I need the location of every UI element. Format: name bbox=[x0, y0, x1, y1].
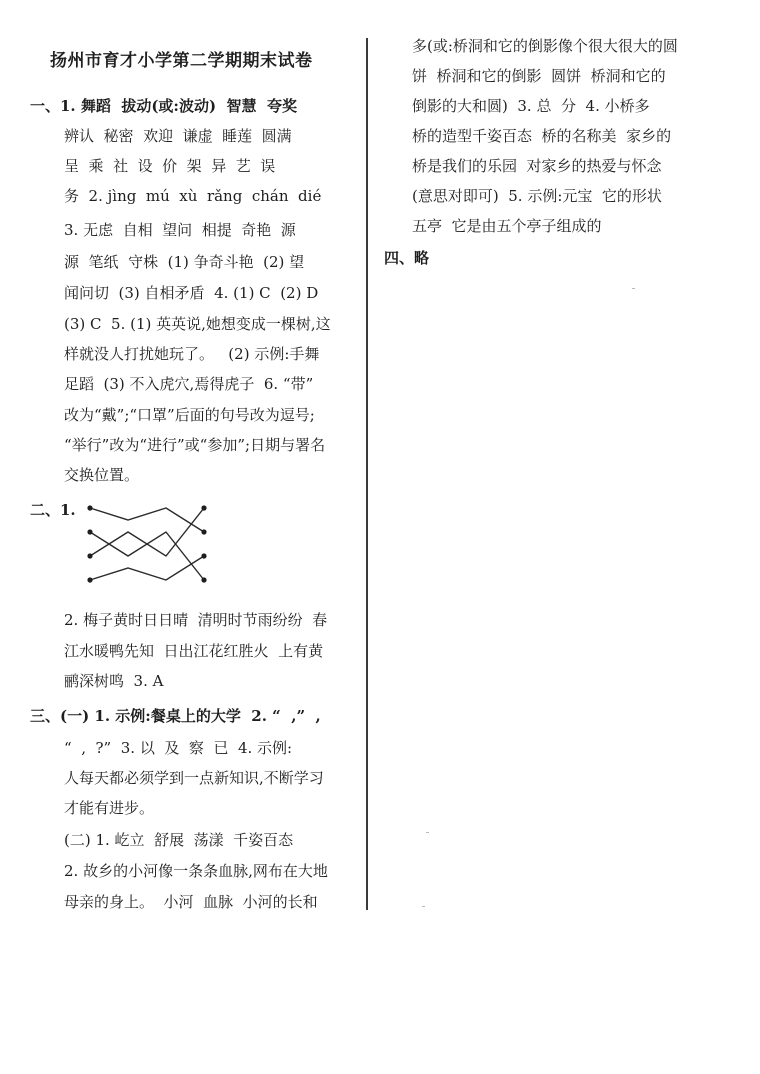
column-divider bbox=[366, 38, 368, 910]
answer-line: 源 笔纸 守株 (1) 争奇斗艳 (2) 望 bbox=[64, 253, 305, 271]
answer-line: 桥是我们的乐园 对家乡的热爱与怀念 bbox=[412, 157, 662, 175]
answer-line: 才能有进步。 bbox=[64, 799, 155, 817]
answer-line: “举行”改为“进行”或“参加”;日期与署名 bbox=[64, 436, 326, 454]
section-heading: 二、1. bbox=[30, 501, 76, 519]
left-dot bbox=[87, 553, 92, 558]
answer-line: 倒影的大和圆) 3. 总 分 4. 小桥多 bbox=[412, 97, 650, 115]
answer-line: 交换位置。 bbox=[64, 466, 140, 484]
left-dot bbox=[87, 577, 92, 582]
matching-line bbox=[90, 508, 204, 532]
right-dot bbox=[201, 553, 206, 558]
answer-line: 人每天都必须学到一点新知识,不断学习 bbox=[64, 769, 324, 787]
answer-line: 样就没人打扰她玩了。 (2) 示例:手舞 bbox=[64, 345, 320, 363]
answer-line: (意思对即可) 5. 示例:元宝 它的形状 bbox=[412, 187, 662, 205]
answer-line: 辨认 秘密 欢迎 谦虚 睡莲 圆满 bbox=[64, 127, 292, 145]
answer-line: 足蹈 (3) 不入虎穴,焉得虎子 6. “带” bbox=[64, 375, 314, 393]
answer-line: 多(或:桥洞和它的倒影像个很大很大的圆 bbox=[412, 37, 678, 55]
answer-line: 改为“戴”;“口罩”后面的句号改为逗号; bbox=[64, 406, 315, 424]
section-heading: 四、略 bbox=[384, 249, 430, 267]
matching-line bbox=[90, 508, 204, 556]
matching-diagram bbox=[80, 500, 216, 588]
answer-line: 饼 桥洞和它的倒影 圆饼 桥洞和它的 bbox=[412, 67, 666, 85]
matching-line bbox=[90, 532, 204, 580]
answer-line: (二) 1. 屹立 舒展 荡漾 千姿百态 bbox=[64, 831, 294, 849]
scan-speck bbox=[632, 288, 635, 289]
left-dot bbox=[87, 505, 92, 510]
answer-line: 闻问切 (3) 自相矛盾 4. (1) C (2) D bbox=[64, 284, 319, 302]
answer-line: 江水暖鸭先知 日出江花红胜火 上有黄 bbox=[64, 642, 324, 660]
answer-line: (3) C 5. (1) 英英说,她想变成一棵树,这 bbox=[64, 315, 331, 333]
answer-line: 三、(一) 1. 示例:餐桌上的大学 2. “ ,” , bbox=[30, 707, 321, 725]
page-title: 扬州市育才小学第二学期期末试卷 bbox=[50, 51, 313, 71]
scan-speck bbox=[422, 906, 425, 907]
answer-line: 务 2. jìng mú xù rǎng chán dié bbox=[64, 187, 322, 205]
right-dot bbox=[201, 529, 206, 534]
answer-line: 母亲的身上。 小河 血脉 小河的长和 bbox=[64, 893, 318, 911]
right-dot bbox=[201, 505, 206, 510]
answer-line: “ , ?” 3. 以 及 察 已 4. 示例: bbox=[64, 739, 293, 757]
answer-line: 五亭 它是由五个亭子组成的 bbox=[412, 217, 602, 235]
answer-line: 2. 梅子黄时日日晴 清明时节雨纷纷 春 bbox=[64, 611, 328, 629]
left-dot bbox=[87, 529, 92, 534]
answer-line: 桥的造型千姿百态 桥的名称美 家乡的 bbox=[412, 127, 672, 145]
answer-line: 3. 无虑 自相 望问 相提 奇艳 源 bbox=[64, 221, 296, 239]
answer-line: 鹂深树鸣 3. A bbox=[64, 672, 164, 690]
answer-line: 呈 乘 社 设 价 架 异 艺 误 bbox=[64, 157, 276, 175]
answer-line: 2. 故乡的小河像一条条血脉,网布在大地 bbox=[64, 862, 328, 880]
matching-line bbox=[90, 556, 204, 580]
right-dot bbox=[201, 577, 206, 582]
scan-speck bbox=[426, 832, 429, 833]
answer-line: 一、1. 舞蹈 拔动(或:波动) 智慧 夸奖 bbox=[30, 97, 297, 115]
